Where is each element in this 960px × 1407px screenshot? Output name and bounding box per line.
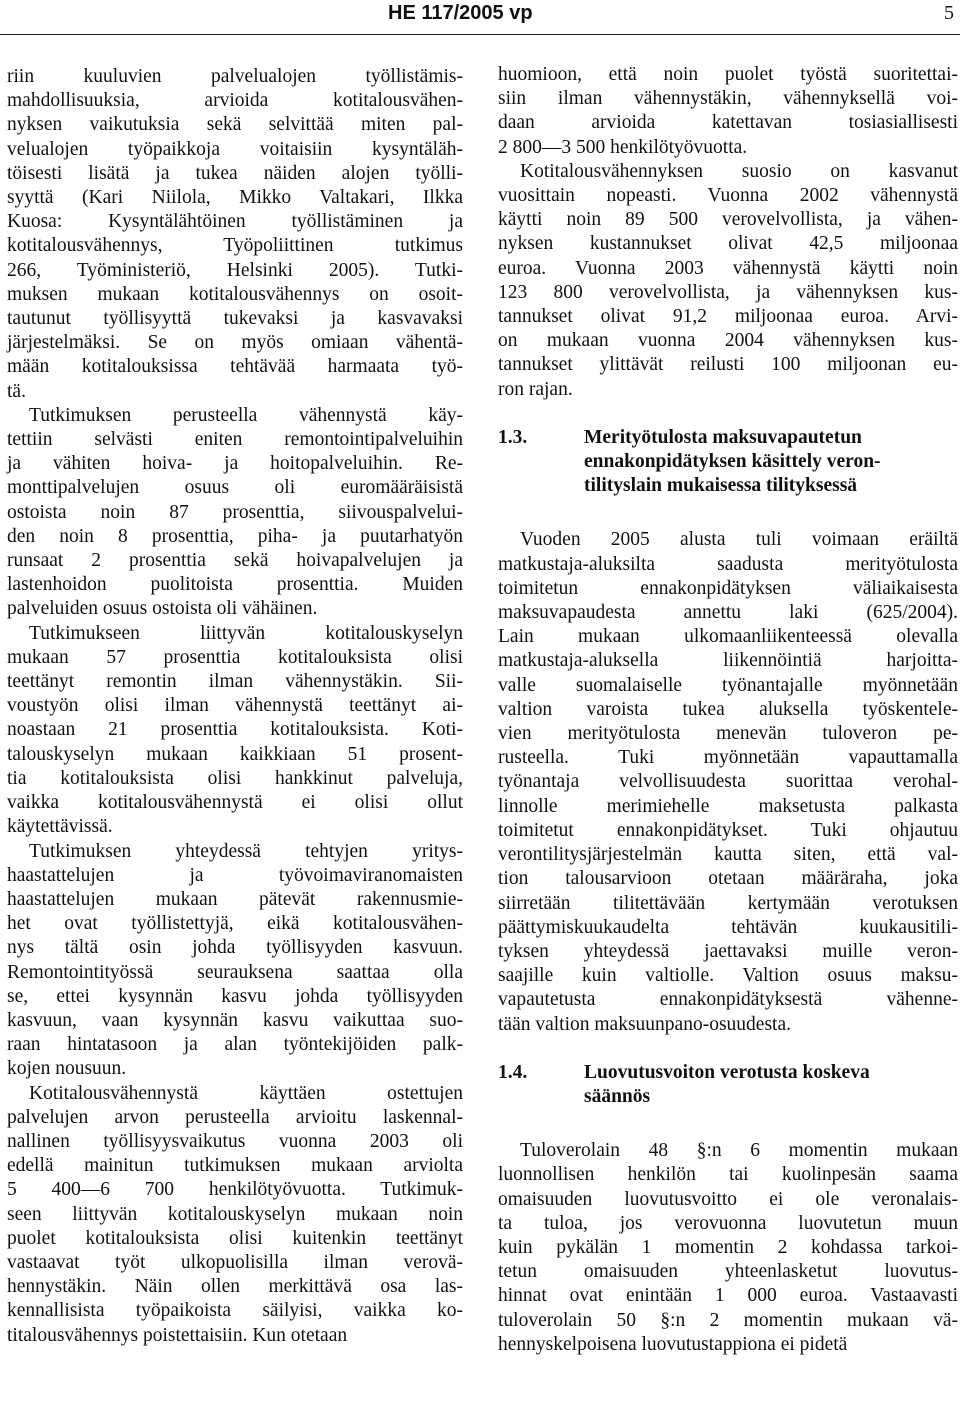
text-line: ta tuloa, jos verovuonna luovutetun muun [498,1212,958,1234]
text-line: tetun omaisuuden yhteenlasketut luovutus- [498,1261,958,1283]
section-number: 1.3. [498,426,528,448]
text-line: toimitetun ennakonpidätyksen väliaikaisesta [498,577,958,599]
text-line: Tuloverolain 48 §:n 6 momentin mukaan [520,1140,958,1162]
text-line: haastattelujen mukaan pätevät rakennusmie- [7,888,463,910]
text-line: saajille kuin valtiolle. Valtion osuus maksu- [498,965,958,987]
text-line: puolet kotitalouksista olisi kuitenkin teettänyt [7,1227,463,1249]
text-line: Tutkimuksen yhteydessä tehtyjen yritys- [29,840,463,862]
text-line: tannukset ylittävät reilusti 100 miljoonan eu- [498,354,958,376]
text-line: järjestelmäksi. Se on myös omiaan vähentä- [7,332,463,354]
text-line: Remontointityössä seurauksena saattaa olla [7,961,463,983]
text-line: tettiin selvästi eniten remontointipalveluihin [7,429,463,451]
text-line: Vuoden 2005 alusta tuli voimaan eräiltä [520,529,958,551]
text-line: tautunut työllisyyttä tukevaksi ja kasvavaksi [7,308,463,330]
text-line: 123 800 verovelvollista, ja vähennyksen kus- [498,281,958,303]
text-line: matkustaja-aluksilta saadusta merityötulosta [498,553,958,575]
text-line: se, ettei kysynnän kasvu johda työllisyyden [7,985,463,1007]
text-line: edellä mainitun tutkimuksen mukaan arviolta [7,1155,463,1177]
text-line: Tutkimukseen liittyvän kotitalouskyselyn [29,622,463,644]
text-line: ostoista noin 87 prosenttia, siivouspalvelui- [7,501,463,523]
text-line: ja vähiten hoiva- ja hoitopalveluihin. Re- [7,453,463,475]
section-heading-line: Merityötulosta maksuvapautetun [584,426,862,448]
spacer [498,498,958,528]
text-line: omaisuuden luovutusvoitto ei ole veronalais- [498,1188,958,1210]
text-line: Kuosa: Kysyntälähtöinen työllistäminen ja [7,211,463,233]
text-line: riin kuuluvien palvelualojen työllistämis- [7,66,463,87]
section-heading-line: ennakonpidätyksen käsittely veron- [584,451,881,473]
text-line: maksuvapaudesta annettu laki (625/2004). [498,602,958,624]
text-line: tä. [7,380,26,402]
text-line: valtion varoista tukea aluksella työskentele- [498,698,958,720]
text-line: luonnollisen henkilön tai kuolinpesän saama [498,1164,958,1186]
text-line: siirretään tilitettävään kertymään verotuksen [498,892,958,914]
text-line: nallinen työllisyysvaikutus vuonna 2003 oli [7,1130,463,1152]
text-line: titalousvähennys poistettaisiin. Kun otetaan [7,1324,348,1346]
text-line: huomioon, että noin puolet työstä suoritettai- [498,64,958,85]
spacer [498,1109,958,1139]
text-line: toimitetut ennakonpidätykset. Tuki ohjautuu [498,819,958,841]
section-number: 1.4. [498,1061,528,1083]
text-line: voustyön olisi ilman vähennystä teettänyt ai- [7,695,463,717]
text-line: syyttä (Kari Niilola, Mikko Valtakari, Ilkka [7,187,463,209]
text-line: daan arvioida katettavan tosiasiallisesti [498,112,958,134]
text-line: kojen nousuun. [7,1058,127,1080]
spacer [498,1037,958,1061]
text-line: käytti noin 89 500 verovelvollista, ja vähen- [498,209,958,231]
text-line: ron rajan. [498,378,573,400]
text-line: tuloverolain 50 §:n 2 momentin mukaan vä- [498,1309,958,1331]
page-number: 5 [944,2,954,24]
text-line: 5 400—6 700 henkilötyövuotta. Tutkimuk- [7,1179,463,1201]
text-line: hennystäkin. Näin ollen merkittävä osa las- [7,1276,463,1298]
text-line: palvelujen arvon perusteella arvioitu laskennal- [7,1106,463,1128]
text-line: kennallisista työpaikoista säilyisi, vaikka ko- [7,1300,463,1322]
section-heading [498,426,958,499]
text-line: Kotitalousvähennyksen suosio on kasvanut [520,160,958,182]
text-line: lastenhoidon puolitoista prosenttia. Muiden [7,574,463,596]
text-line: muksen mukaan kotitalousvähennys on osoit- [7,283,463,305]
text-line: seen liittyvän kotitalouskyselyn mukaan noin [7,1203,463,1225]
text-line: monttipalvelujen osuus oli euromääräisistä [7,477,463,499]
text-line: mahdollisuuksia, arvioida kotitalousvähen- [7,90,463,112]
text-line: Tutkimuksen perusteella vähennystä käy- [29,404,463,426]
text-line: mään kotitalouksissa tehtävää harmaata työ- [7,356,463,378]
paragraph [7,840,463,1082]
text-line: runsaat 2 prosenttia sekä hoivapalvelujen ja [7,550,463,572]
section-heading-line: Luovutusvoiton verotusta koskeva [584,1061,870,1083]
text-line: haastattelujen ja työvoimaviranomaisten [7,864,463,886]
text-line: tia kotitalouksista olisi hankkinut palveluja, [7,767,463,789]
paragraph [498,63,958,160]
text-line: on mukaan vuonna 2004 vähennyksen kus- [498,330,958,352]
text-line: vastaavat työt ulkopuolisilla ilman verovä- [7,1251,463,1273]
paragraph [7,622,463,840]
text-line: talouskyselyn mukaan kaikkiaan 51 prosent- [7,743,463,765]
text-line: teettänyt remontin ilman vähennystäkin. Sii- [7,671,463,693]
text-line: hennyskelpoisena luovutustappiona ei pidetä [498,1333,848,1355]
text-line: velualojen työpaikkoja voitaisiin kysyntäläh- [7,138,463,160]
left-column [7,65,463,1348]
text-line: linnolle merimiehelle maksetusta palkasta [498,795,958,817]
text-line: päättymiskuukaudelta tehtävän kuukausitili- [498,916,958,938]
text-line: noastaan 21 prosenttia kotitalouksista. Koti- [7,719,463,741]
text-line: kasvuun, vaan kysynnän kasvu vaikuttaa suo- [7,1009,463,1031]
paragraph [498,528,958,1036]
section-heading-line: tilityslain mukaisessa tilityksessä [584,475,858,497]
text-line: nyksen kustannukset olivat 42,5 miljoonaa [498,233,958,255]
text-line: hinnat ovat enintään 1 000 euroa. Vastaavasti [498,1285,958,1307]
text-line: den noin 8 prosenttia, piha- ja puutarhatyön [7,525,463,547]
text-line: palveluiden osuus ostoista oli vähäinen. [7,598,318,620]
text-line: het ovat työllistettyjä, eikä kotitalousvähen- [7,913,463,935]
paragraph [498,1139,958,1357]
text-line: nys tältä osin johda työllisyyden kasvuun. [7,937,463,959]
section-heading [498,1061,958,1109]
text-line: kuin pykälän 1 momentin 2 kohdassa tarkoi- [498,1236,958,1258]
text-line: vuosittain nopeasti. Vuonna 2002 vähennystä [498,185,958,207]
text-line: 2 800—3 500 henkilötyövuotta. [498,136,748,158]
text-line: matkustaja-aluksella liikennöintiä harjoitta- [498,650,958,672]
text-line: 266, Työministeriö, Helsinki 2005). Tutki- [7,259,463,281]
text-line: valle suomalaiselle työnantajalle myönnetään [498,674,958,696]
document-id: HE 117/2005 vp [388,2,533,24]
text-line: käytettävissä. [7,816,113,838]
paragraph [7,404,463,622]
spacer [498,402,958,426]
text-line: raan hintatasoon ja alan työntekijöiden palk- [7,1034,463,1056]
text-line: töisesti lisätä ja tukea näiden alojen työlli- [7,162,463,184]
text-line: nyksen vaikutuksia sekä selvittää miten pal- [7,114,463,136]
text-line: rusteella. Tuki myönnetään vapauttamalla [498,747,958,769]
text-line: Lain mukaan ulkomaanliikenteessä olevalla [498,626,958,648]
text-line: vaikka kotitalousvähennystä ei olisi ollut [7,792,463,814]
text-line: mukaan 57 prosenttia kotitalouksista olisi [7,646,463,668]
text-line: Kotitalousvähennystä käyttäen ostettujen [29,1082,463,1104]
text-line: siin ilman vähennystäkin, vähennyksellä voi- [498,88,958,110]
text-line: tion talousarvioon otetaan määräraha, joka [498,868,958,890]
right-column [498,63,958,1357]
paragraph [7,1082,463,1348]
paragraph [498,160,958,402]
text-line: tään valtion maksuunpano-osuudesta. [498,1013,791,1035]
text-line: tannukset olivat 91,2 miljoonaa euroa. Arvi- [498,306,958,328]
text-line: euroa. Vuonna 2003 vähennystä käytti noin [498,257,958,279]
text-line: vapautetusta ennakonpidätyksestä vähenne- [498,989,958,1011]
text-line: kotitalousvähennys, Työpoliittinen tutkimus [7,235,463,257]
paragraph [7,65,463,404]
section-heading-line: säännös [584,1085,651,1107]
text-line: työnantaja velvollisuudesta suorittaa verohal- [498,771,958,793]
text-line: vien merityötulosta menevän tuloveron pe- [498,723,958,745]
header-rule [0,34,960,35]
text-line: verontilitysjärjestelmän kautta siten, että val- [498,844,958,866]
text-line: tyksen yhteydessä jaettavaksi muille veron- [498,940,958,962]
